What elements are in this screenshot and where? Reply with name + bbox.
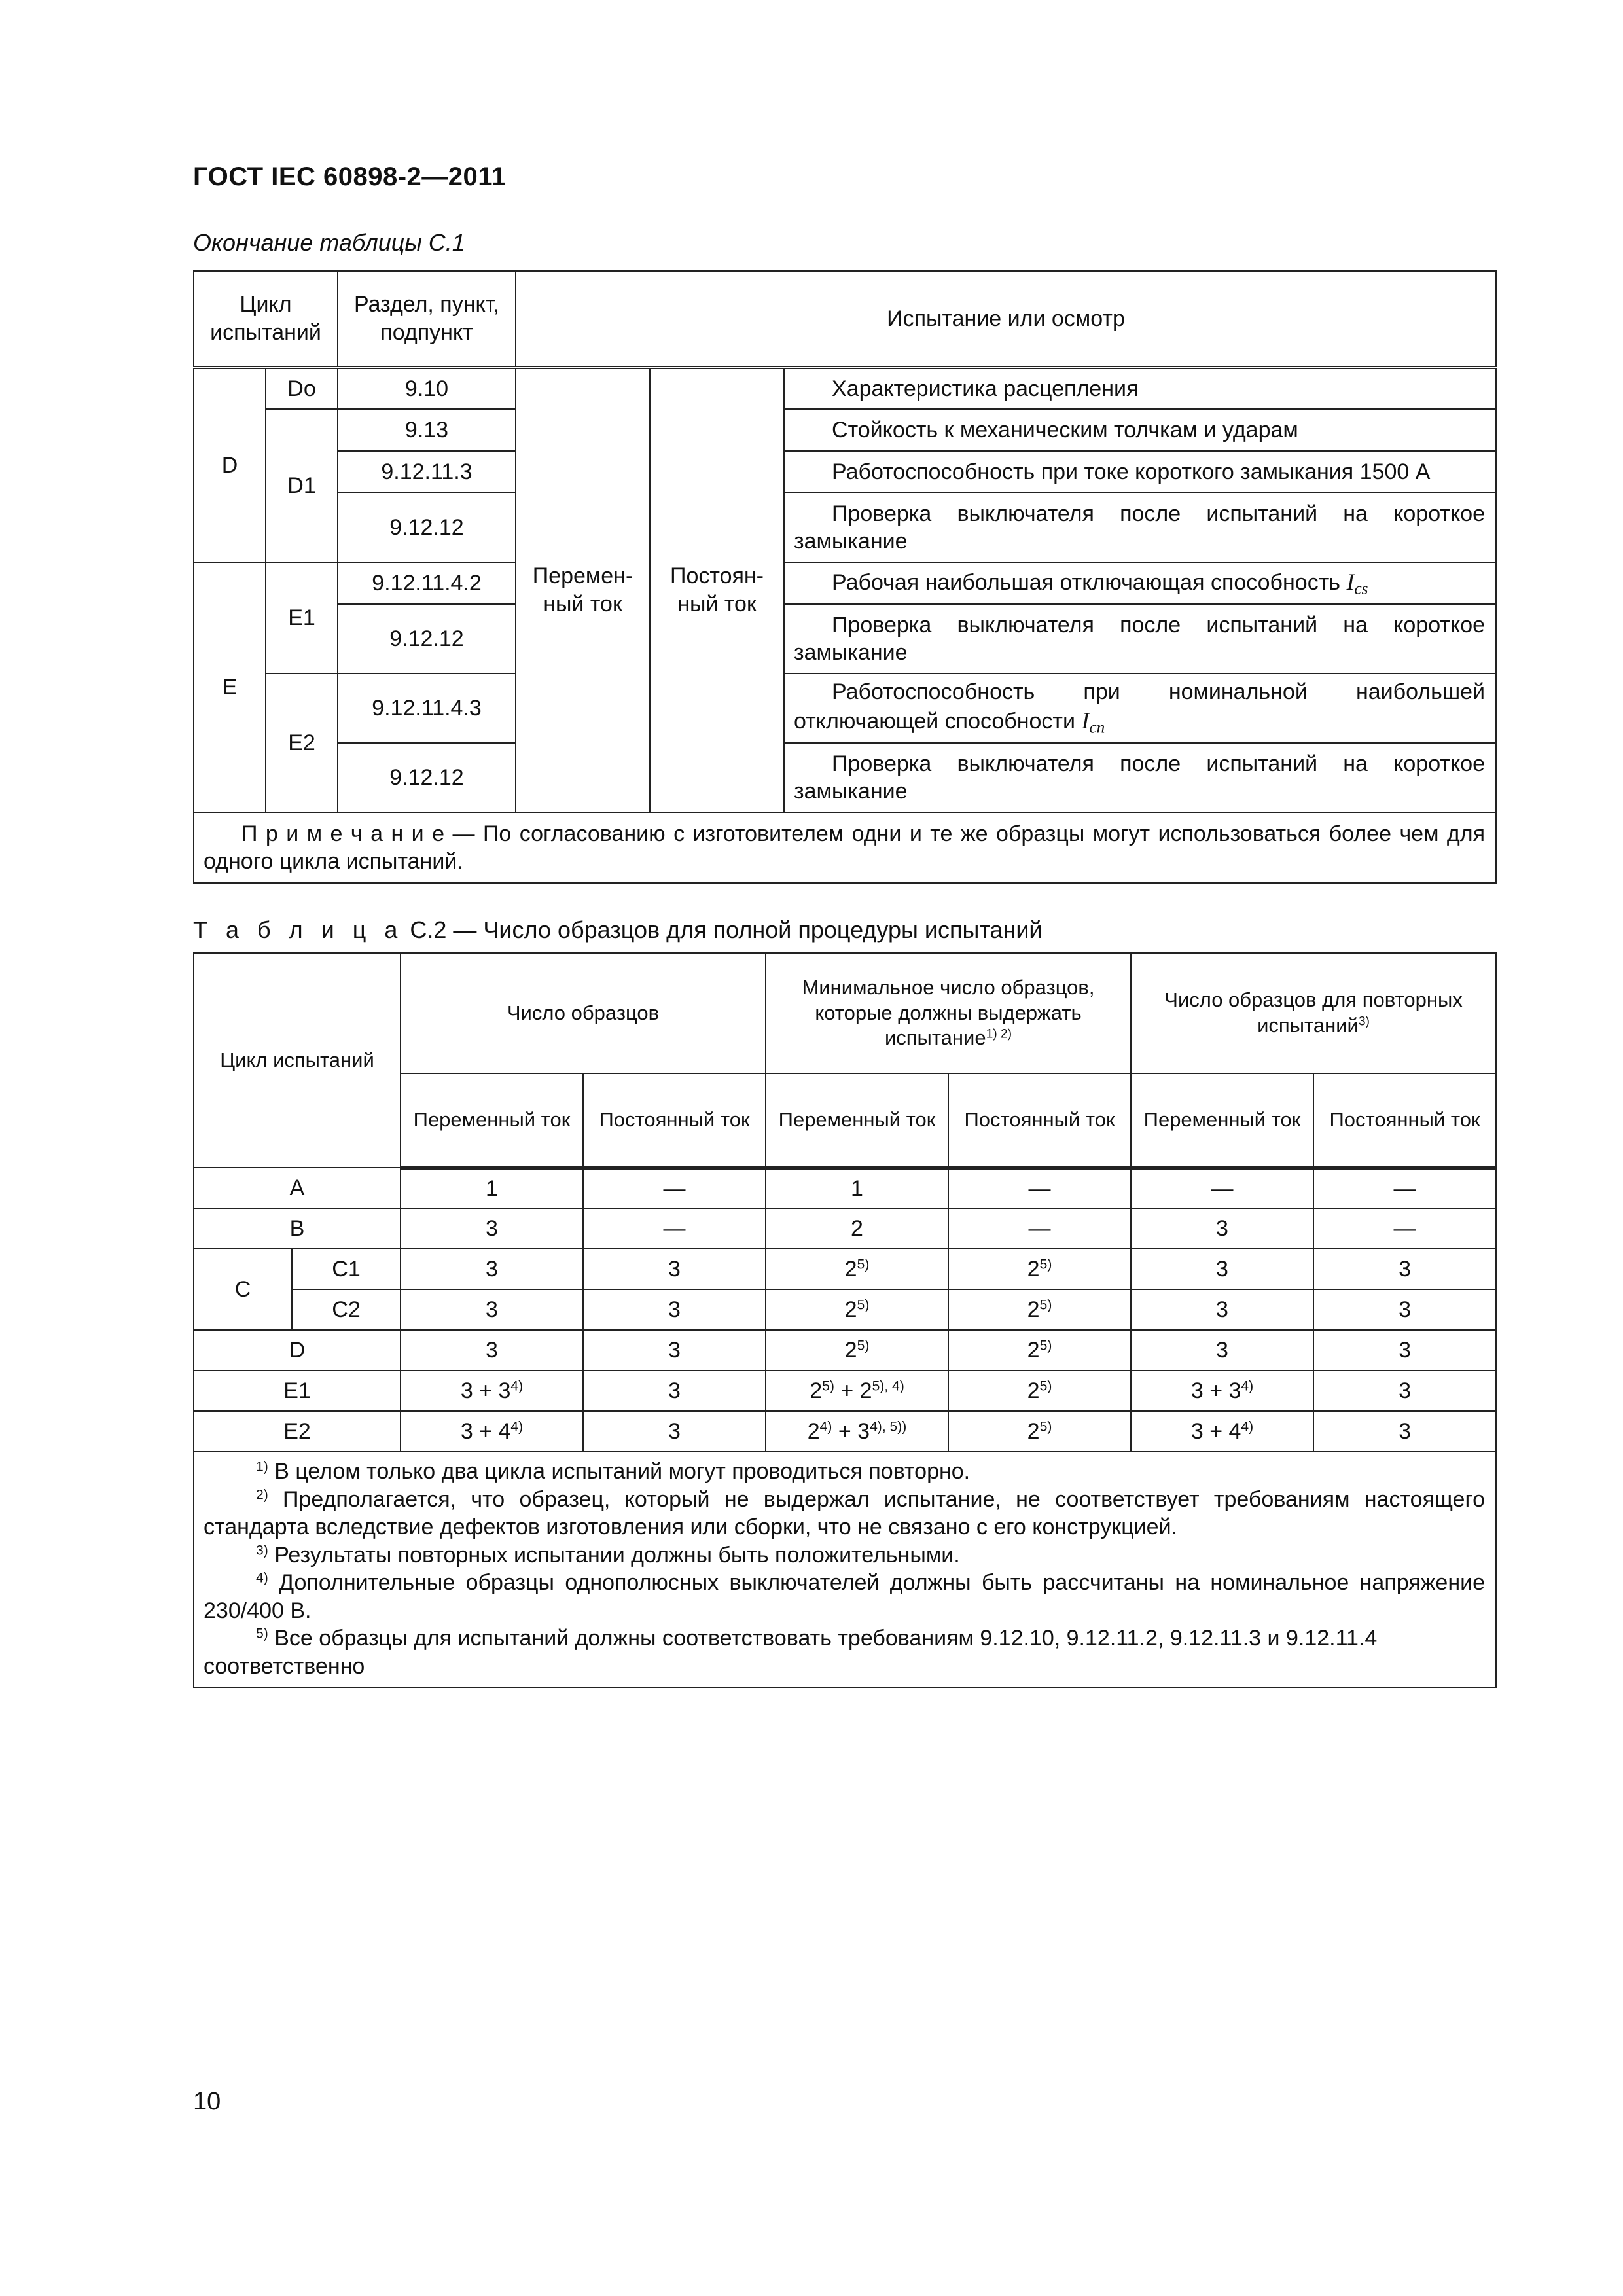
footnote: $^{1)}$ В целом только два цикла испытаний могут проводиться повторно. <box>256 1459 971 1484</box>
value-cell: 3 <box>1131 1289 1313 1330</box>
value-cell: 2$^{5)}$ <box>948 1289 1131 1330</box>
test-cell: Проверка выключателя после испытаний на короткое замыкание <box>784 604 1496 673</box>
cycle-label: C2 <box>292 1289 401 1330</box>
table-row <box>194 1411 1496 1452</box>
value-cell: $3 + 4^{4)}$ <box>401 1411 583 1452</box>
cycle-label: A <box>194 1168 401 1208</box>
table-row <box>194 1289 1496 1330</box>
header-repeat-samples: Число образцов для повторных испытаний$^{3)}$ <box>1131 953 1496 1073</box>
header-cycle: Цикл испытаний <box>194 953 401 1168</box>
value-cell: — <box>583 1208 766 1249</box>
value-cell: 3 <box>1131 1330 1313 1371</box>
value-cell: 3 <box>1131 1249 1313 1289</box>
value-cell: 3 <box>401 1289 583 1330</box>
group-cell: D <box>194 367 266 562</box>
section-cell: 9.12.12 <box>338 493 516 562</box>
table-row <box>194 1208 1496 1249</box>
test-cell: Работоспособность при токе короткого замыкания 1500 А <box>784 451 1496 493</box>
cycle-label: B <box>194 1208 401 1249</box>
value-cell: — <box>1131 1168 1313 1208</box>
cycle-label: E2 <box>194 1411 401 1452</box>
table-row <box>194 1371 1496 1411</box>
table-row <box>194 673 1496 743</box>
value-cell: 3 <box>1313 1330 1496 1371</box>
table-row <box>194 562 1496 604</box>
note-label: П р и м е ч а н и е <box>241 821 445 846</box>
subgroup-cell: D1 <box>266 409 338 562</box>
value-cell: 3 <box>583 1330 766 1371</box>
value-cell: 3 <box>583 1411 766 1452</box>
document-header: ГОСТ IEC 60898-2—2011 <box>193 162 507 191</box>
subgroup-cell: E1 <box>266 562 338 673</box>
test-cell <box>784 673 1496 743</box>
header-test: Испытание или осмотр <box>516 271 1496 367</box>
footnote: $^{5)}$ Все образцы для испытаний должны соответствовать требованиям 9.12.10, 9.12.11.2, 9.12.11.3 и 9.12.11.4 соответственно <box>204 1626 1378 1679</box>
section-cell: 9.13 <box>338 409 516 451</box>
section-cell: 9.12.11.4.3 <box>338 673 516 743</box>
value-cell: 3 <box>401 1330 583 1371</box>
header-min-samples: Минимальное число образцов, которые должны выдержать испытание$^{1) 2)}$ <box>766 953 1131 1073</box>
test-cell: Характеристика расцепления <box>784 367 1496 409</box>
table-row <box>194 451 1496 493</box>
table-row <box>194 1249 1496 1289</box>
note-text: — По согласованию с изготовителем одни и те же образцы могут использоваться более чем для одного цикла испытаний. <box>204 821 1485 874</box>
test-text: Рабочая наибольшая отключающая способность <box>832 569 1341 595</box>
table1-header-row <box>194 271 1496 367</box>
value-cell: — <box>1313 1208 1496 1249</box>
subgroup-cell: E2 <box>266 673 338 812</box>
value-cell: $3 + 3^{4)}$ <box>1131 1371 1313 1411</box>
footnote: $^{3)}$ Результаты повторных испытании должны быть положительными. <box>256 1542 960 1568</box>
group-cell: E <box>194 562 266 812</box>
value-cell: 2$^{5)}$ <box>948 1371 1131 1411</box>
footnote: $^{2)}$ Предполагается, что образец, который не выдержал испытание, не соответствует требованиям настоящего стандарта вследствие дефектов изготовления или сборки, что не связано с его конструкцией. <box>204 1486 1486 1539</box>
value-cell: 1 <box>766 1168 948 1208</box>
value-cell: 3 <box>1131 1208 1313 1249</box>
value-cell: $3 + 3^{4)}$ <box>401 1371 583 1411</box>
section-cell: 9.12.12 <box>338 604 516 673</box>
value-cell: 3 <box>583 1371 766 1411</box>
value-cell: $3 + 4^{4)}$ <box>1131 1411 1313 1452</box>
table2-caption <box>193 916 1043 944</box>
table2-caption-word: Т а б л и ц а <box>193 916 404 943</box>
table-row <box>194 367 1496 409</box>
value-cell: 3 <box>1313 1249 1496 1289</box>
value-cell: 2$^{5)}$ <box>948 1249 1131 1289</box>
value-cell: $2^{4)} + 3^{4), 5))}$ <box>766 1411 948 1452</box>
table-row <box>194 1330 1496 1371</box>
test-cell <box>784 562 1496 604</box>
header-dc: Постоянный ток <box>1313 1073 1496 1168</box>
value-cell: 3 <box>583 1249 766 1289</box>
value-cell: 2$^{5)}$ <box>766 1330 948 1371</box>
value-cell: 3 <box>583 1289 766 1330</box>
value-cell: 1 <box>401 1168 583 1208</box>
subgroup-cell: Do <box>266 367 338 409</box>
ac-cell: Перемен-ный ток <box>516 367 650 812</box>
value-cell: 2$^{5)}$ <box>766 1249 948 1289</box>
cycle-label: D <box>194 1330 401 1371</box>
header-ac: Переменный ток <box>1131 1073 1313 1168</box>
table-row <box>194 604 1496 673</box>
table-row <box>194 743 1496 812</box>
test-text: Работоспособность при номинальной наибольшей отключающей способности <box>794 679 1486 734</box>
header-ac: Переменный ток <box>766 1073 948 1168</box>
dc-cell: Постоян-ный ток <box>650 367 784 812</box>
cycle-group-c: C <box>194 1249 292 1330</box>
value-cell: 3 <box>401 1208 583 1249</box>
value-cell: — <box>948 1208 1131 1249</box>
section-cell: 9.10 <box>338 367 516 409</box>
test-cell: Проверка выключателя после испытаний на короткое замыкание <box>784 493 1496 562</box>
section-cell: 9.12.11.3 <box>338 451 516 493</box>
table2-footnotes <box>194 1452 1496 1687</box>
table1-note <box>194 812 1496 883</box>
test-cell: Проверка выключателя после испытаний на короткое замыкание <box>784 743 1496 812</box>
table-row <box>194 1168 1496 1208</box>
value-cell: 2$^{5)}$ <box>766 1289 948 1330</box>
value-cell: — <box>948 1168 1131 1208</box>
value-cell: 3 <box>1313 1411 1496 1452</box>
value-cell: — <box>1313 1168 1496 1208</box>
header-samples: Число образцов <box>401 953 766 1073</box>
table2-header-row <box>194 953 1496 1073</box>
symbol-ics: $I_{cs}$ <box>1346 568 1368 598</box>
header-ac: Переменный ток <box>401 1073 583 1168</box>
cycle-label: C1 <box>292 1249 401 1289</box>
section-cell: 9.12.12 <box>338 743 516 812</box>
table1-caption: Окончание таблицы С.1 <box>193 229 465 256</box>
section-cell: 9.12.11.4.2 <box>338 562 516 604</box>
table1-note-row <box>194 812 1496 883</box>
value-cell: 2 <box>766 1208 948 1249</box>
value-cell: 2$^{5)}$ <box>948 1330 1131 1371</box>
value-cell: 2$^{5)}$ <box>948 1411 1131 1452</box>
test-cell: Стойкость к механическим толчкам и ударам <box>784 409 1496 451</box>
value-cell: — <box>583 1168 766 1208</box>
table-row <box>194 409 1496 451</box>
table2-footnotes-row <box>194 1452 1496 1687</box>
symbol-icn: $I_{cn}$ <box>1081 707 1105 737</box>
value-cell: 3 <box>401 1249 583 1289</box>
footnote: $^{4)}$ Дополнительные образцы однополюсных выключателей должны быть рассчитаны на номинальное напряжение 230/400 В. <box>204 1570 1486 1623</box>
value-cell: 3 <box>1313 1371 1496 1411</box>
header-cycle: Цикл испытаний <box>194 271 338 367</box>
table-row <box>194 493 1496 562</box>
header-section: Раздел, пункт, подпункт <box>338 271 516 367</box>
header-dc: Постоянный ток <box>948 1073 1131 1168</box>
table-c2 <box>193 952 1497 1688</box>
page-number: 10 <box>193 2088 221 2115</box>
value-cell: $2^{5)} + 2^{5), 4)}$ <box>766 1371 948 1411</box>
cycle-label: E1 <box>194 1371 401 1411</box>
table2-caption-text: С.2 — Число образцов для полной процедуры испытаний <box>403 916 1043 943</box>
value-cell: 3 <box>1313 1289 1496 1330</box>
table-c1-end <box>193 270 1497 884</box>
header-dc: Постоянный ток <box>583 1073 766 1168</box>
